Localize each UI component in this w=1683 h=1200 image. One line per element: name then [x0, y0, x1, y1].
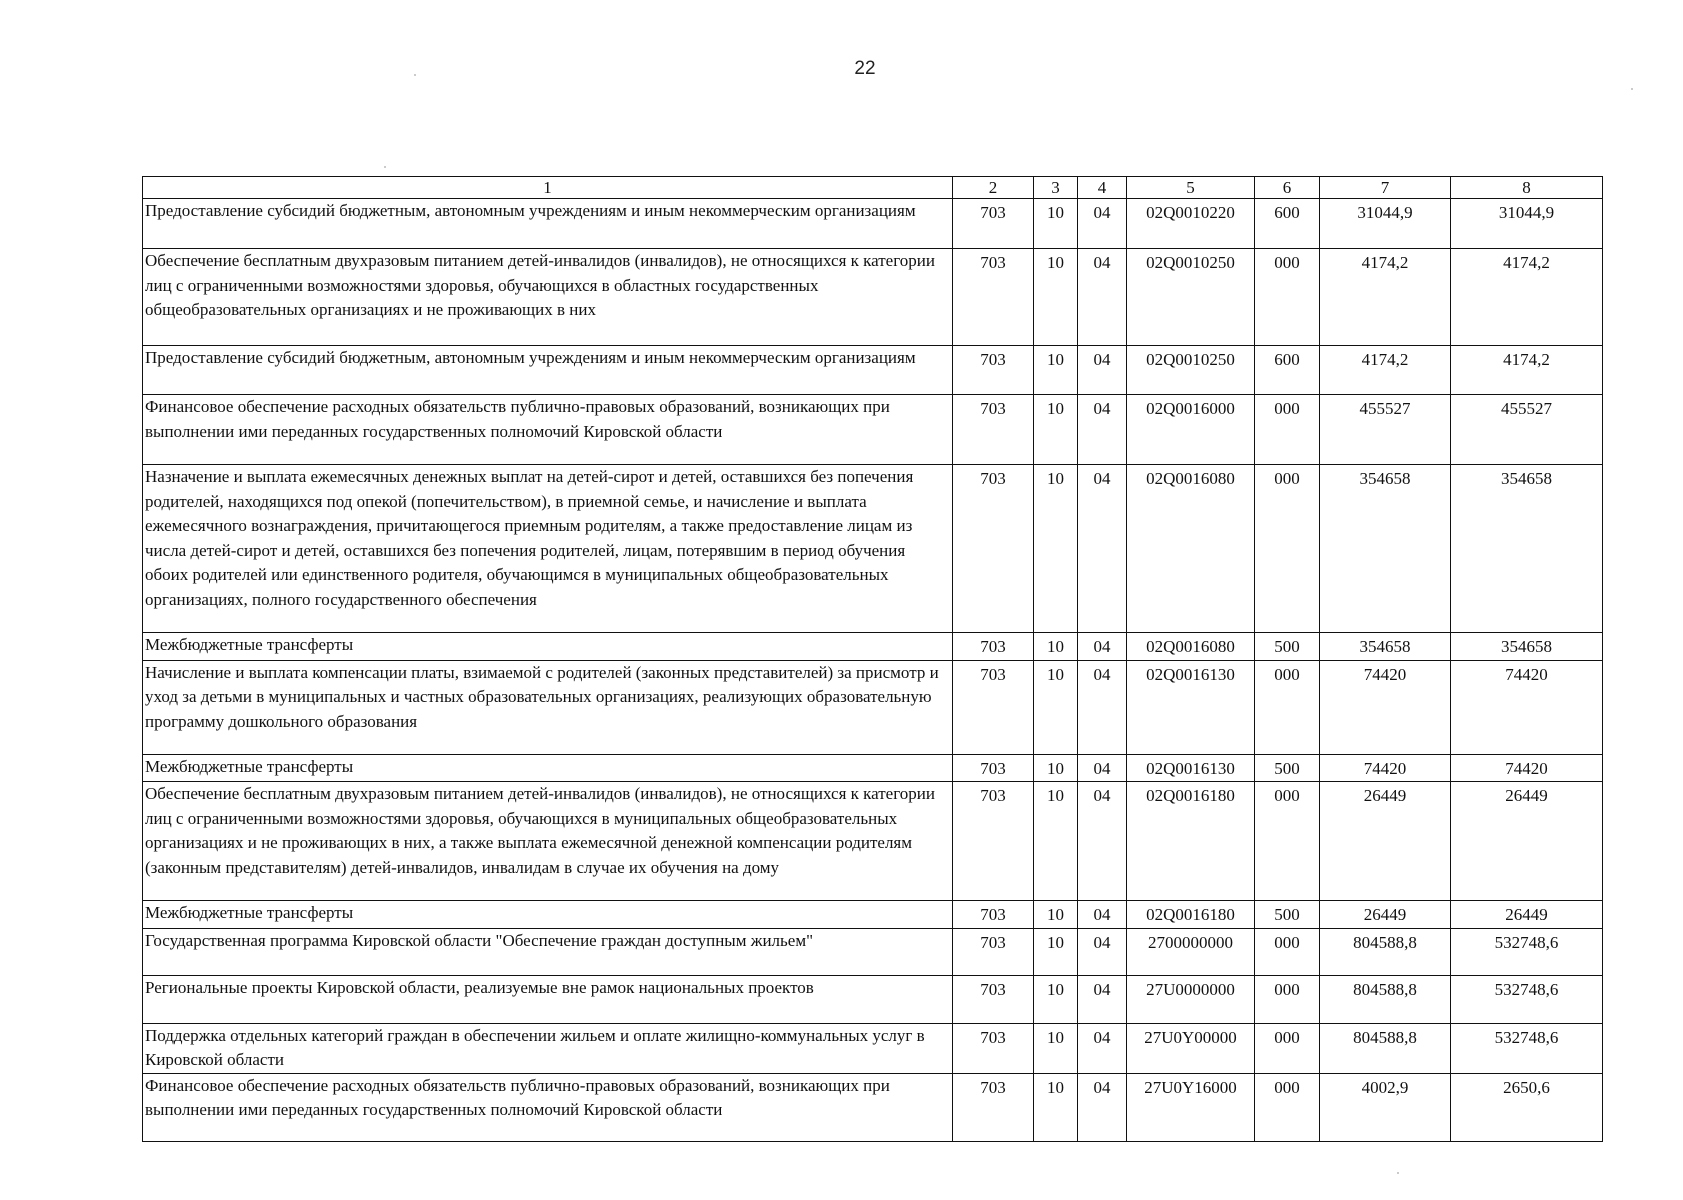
- table-row: [143, 249, 1603, 346]
- row-col-5: 2700000000: [1127, 928, 1255, 975]
- row-col-8: 455527: [1451, 395, 1603, 465]
- row-col-3: 10: [1034, 633, 1078, 661]
- row-col-7: 804588,8: [1320, 928, 1451, 975]
- row-col-8: 532748,6: [1451, 928, 1603, 975]
- table-row: [143, 346, 1603, 395]
- row-col-8: 532748,6: [1451, 1023, 1603, 1073]
- table-row: [143, 901, 1603, 929]
- row-col-5: 02Q0016180: [1127, 901, 1255, 929]
- row-col-4: 04: [1078, 1023, 1127, 1073]
- row-name: Предоставление субсидий бюджетным, автономным учреждениям и иным некоммерческим организациям: [143, 199, 953, 249]
- row-col-8: 26449: [1451, 901, 1603, 929]
- row-col-7: 74420: [1320, 660, 1451, 754]
- row-col-5: 02Q0016080: [1127, 633, 1255, 661]
- row-name: Предоставление субсидий бюджетным, автономным учреждениям и иным некоммерческим организациям: [143, 346, 953, 395]
- table-row: [143, 660, 1603, 754]
- row-col-8: 4174,2: [1451, 249, 1603, 346]
- row-col-4: 04: [1078, 782, 1127, 901]
- row-col-2: 703: [953, 975, 1034, 1023]
- row-col-8: 2650,6: [1451, 1073, 1603, 1141]
- row-col-4: 04: [1078, 754, 1127, 782]
- row-col-2: 703: [953, 1023, 1034, 1073]
- row-col-8: 74420: [1451, 660, 1603, 754]
- row-col-4: 04: [1078, 1073, 1127, 1141]
- row-name: Начисление и выплата компенсации платы, взимаемой с родителей (законных представителей) за присмотр и уход за детьми в муниципальных и частных образовательных организациях, реализующих образовательную программу дошкольного образования: [143, 660, 953, 754]
- row-col-8: 74420: [1451, 754, 1603, 782]
- row-col-7: 4174,2: [1320, 346, 1451, 395]
- row-col-3: 10: [1034, 395, 1078, 465]
- row-col-4: 04: [1078, 346, 1127, 395]
- row-col-6: 000: [1255, 395, 1320, 465]
- row-col-2: 703: [953, 928, 1034, 975]
- row-col-2: 703: [953, 395, 1034, 465]
- row-col-4: 04: [1078, 199, 1127, 249]
- row-col-8: 4174,2: [1451, 346, 1603, 395]
- row-col-2: 703: [953, 633, 1034, 661]
- row-col-7: 74420: [1320, 754, 1451, 782]
- row-col-4: 04: [1078, 633, 1127, 661]
- header-row: [143, 177, 1603, 199]
- row-col-2: 703: [953, 660, 1034, 754]
- row-col-2: 703: [953, 346, 1034, 395]
- row-col-7: 26449: [1320, 901, 1451, 929]
- row-col-3: 10: [1034, 1073, 1078, 1141]
- row-col-3: 10: [1034, 1023, 1078, 1073]
- table-row: [143, 633, 1603, 661]
- row-col-6: 600: [1255, 346, 1320, 395]
- row-col-7: 455527: [1320, 395, 1451, 465]
- row-col-3: 10: [1034, 199, 1078, 249]
- row-col-2: 703: [953, 465, 1034, 633]
- row-col-3: 10: [1034, 754, 1078, 782]
- header-col-2: 2: [953, 177, 1034, 199]
- row-col-6: 500: [1255, 754, 1320, 782]
- row-col-5: 02Q0010220: [1127, 199, 1255, 249]
- row-col-2: 703: [953, 782, 1034, 901]
- row-col-5: 02Q0016180: [1127, 782, 1255, 901]
- row-col-8: 532748,6: [1451, 975, 1603, 1023]
- row-col-5: 02Q0016000: [1127, 395, 1255, 465]
- table-row: [143, 754, 1603, 782]
- header-col-5: 5: [1127, 177, 1255, 199]
- row-col-4: 04: [1078, 465, 1127, 633]
- row-col-7: 804588,8: [1320, 975, 1451, 1023]
- table-row: [143, 975, 1603, 1023]
- row-name: Поддержка отдельных категорий граждан в обеспечении жильем и оплате жилищно-коммунальных услуг в Кировской области: [143, 1023, 953, 1073]
- row-col-6: 000: [1255, 660, 1320, 754]
- scan-speck: [414, 74, 416, 76]
- scan-speck: [384, 166, 386, 168]
- page-number: 22: [854, 58, 876, 79]
- row-col-8: 26449: [1451, 782, 1603, 901]
- table-row: [143, 1073, 1603, 1141]
- row-col-6: 000: [1255, 928, 1320, 975]
- row-col-7: 4174,2: [1320, 249, 1451, 346]
- header-col-4: 4: [1078, 177, 1127, 199]
- row-col-5: 02Q0010250: [1127, 249, 1255, 346]
- row-col-5: 02Q0016130: [1127, 660, 1255, 754]
- scan-speck: [1631, 88, 1633, 90]
- table-row: [143, 1023, 1603, 1073]
- row-col-4: 04: [1078, 901, 1127, 929]
- row-col-7: 31044,9: [1320, 199, 1451, 249]
- row-col-5: 27U0Y00000: [1127, 1023, 1255, 1073]
- row-col-2: 703: [953, 1073, 1034, 1141]
- table-row: [143, 395, 1603, 465]
- row-col-7: 354658: [1320, 465, 1451, 633]
- row-col-4: 04: [1078, 249, 1127, 346]
- row-col-5: 02Q0016130: [1127, 754, 1255, 782]
- row-col-4: 04: [1078, 928, 1127, 975]
- row-col-3: 10: [1034, 660, 1078, 754]
- budget-table: [142, 176, 1603, 1142]
- row-col-3: 10: [1034, 975, 1078, 1023]
- row-col-7: 4002,9: [1320, 1073, 1451, 1141]
- row-col-8: 31044,9: [1451, 199, 1603, 249]
- row-col-7: 26449: [1320, 782, 1451, 901]
- row-name: Межбюджетные трансферты: [143, 754, 953, 782]
- header-col-1: 1: [143, 177, 953, 199]
- row-name: Обеспечение бесплатным двухразовым питанием детей-инвалидов (инвалидов), не относящихся к категории лиц с ограниченными возможностями здоровья, обучающихся в областных государственных общеобразовательных организациях и не проживающих в них: [143, 249, 953, 346]
- row-col-3: 10: [1034, 465, 1078, 633]
- row-name: Межбюджетные трансферты: [143, 633, 953, 661]
- table-row: [143, 465, 1603, 633]
- row-col-5: 02Q0016080: [1127, 465, 1255, 633]
- row-col-6: 500: [1255, 633, 1320, 661]
- header-col-7: 7: [1320, 177, 1451, 199]
- row-col-6: 500: [1255, 901, 1320, 929]
- row-name: Обеспечение бесплатным двухразовым питанием детей-инвалидов (инвалидов), не относящихся к категории лиц с ограниченными возможностями здоровья, обучающихся в муниципальных общеобразовательных организациях и не проживающих в них, а также выплата ежемесячной денежной компенсации родителям (законным представителям) детей-инвалидов, инвалидам в случае их обучения на дому: [143, 782, 953, 901]
- row-col-5: 02Q0010250: [1127, 346, 1255, 395]
- row-col-5: 27U0000000: [1127, 975, 1255, 1023]
- row-name: Назначение и выплата ежемесячных денежных выплат на детей-сирот и детей, оставшихся без попечения родителей, находящихся под опекой (попечительством), в приемной семье, и начисление и выплата ежемесячного вознаграждения, причитающегося приемным родителям, а также предоставление лицам из числа детей-сирот и детей, оставшихся без попечения родителей, лицам, потерявшим в период обучения обоих родителей или единственного родителя, обучающимся в муниципальных общеобразовательных организациях, полного государственного обеспечения: [143, 465, 953, 633]
- row-col-7: 804588,8: [1320, 1023, 1451, 1073]
- row-name: Финансовое обеспечение расходных обязательств публично-правовых образований, возникающих при выполнении ими переданных государственных полномочий Кировской области: [143, 1073, 953, 1141]
- row-col-8: 354658: [1451, 633, 1603, 661]
- table-row: [143, 928, 1603, 975]
- row-col-3: 10: [1034, 249, 1078, 346]
- header-col-6: 6: [1255, 177, 1320, 199]
- row-col-7: 354658: [1320, 633, 1451, 661]
- row-col-2: 703: [953, 199, 1034, 249]
- row-name: Межбюджетные трансферты: [143, 901, 953, 929]
- row-col-2: 703: [953, 249, 1034, 346]
- row-col-6: 000: [1255, 782, 1320, 901]
- scan-speck: [1397, 1172, 1399, 1174]
- row-name: Финансовое обеспечение расходных обязательств публично-правовых образований, возникающих при выполнении ими переданных государственных полномочий Кировской области: [143, 395, 953, 465]
- table-row: [143, 782, 1603, 901]
- row-col-8: 354658: [1451, 465, 1603, 633]
- row-col-4: 04: [1078, 975, 1127, 1023]
- header-col-3: 3: [1034, 177, 1078, 199]
- row-col-3: 10: [1034, 928, 1078, 975]
- row-col-3: 10: [1034, 901, 1078, 929]
- row-col-3: 10: [1034, 782, 1078, 901]
- row-col-6: 000: [1255, 1073, 1320, 1141]
- header-col-8: 8: [1451, 177, 1603, 199]
- row-col-2: 703: [953, 754, 1034, 782]
- row-col-6: 000: [1255, 465, 1320, 633]
- row-col-6: 000: [1255, 249, 1320, 346]
- table-row: [143, 199, 1603, 249]
- row-col-6: 000: [1255, 975, 1320, 1023]
- row-name: Государственная программа Кировской области "Обеспечение граждан доступным жильем": [143, 928, 953, 975]
- row-col-4: 04: [1078, 660, 1127, 754]
- row-col-5: 27U0Y16000: [1127, 1073, 1255, 1141]
- row-name: Региональные проекты Кировской области, реализуемые вне рамок национальных проектов: [143, 975, 953, 1023]
- row-col-6: 000: [1255, 1023, 1320, 1073]
- row-col-2: 703: [953, 901, 1034, 929]
- row-col-6: 600: [1255, 199, 1320, 249]
- row-col-3: 10: [1034, 346, 1078, 395]
- row-col-4: 04: [1078, 395, 1127, 465]
